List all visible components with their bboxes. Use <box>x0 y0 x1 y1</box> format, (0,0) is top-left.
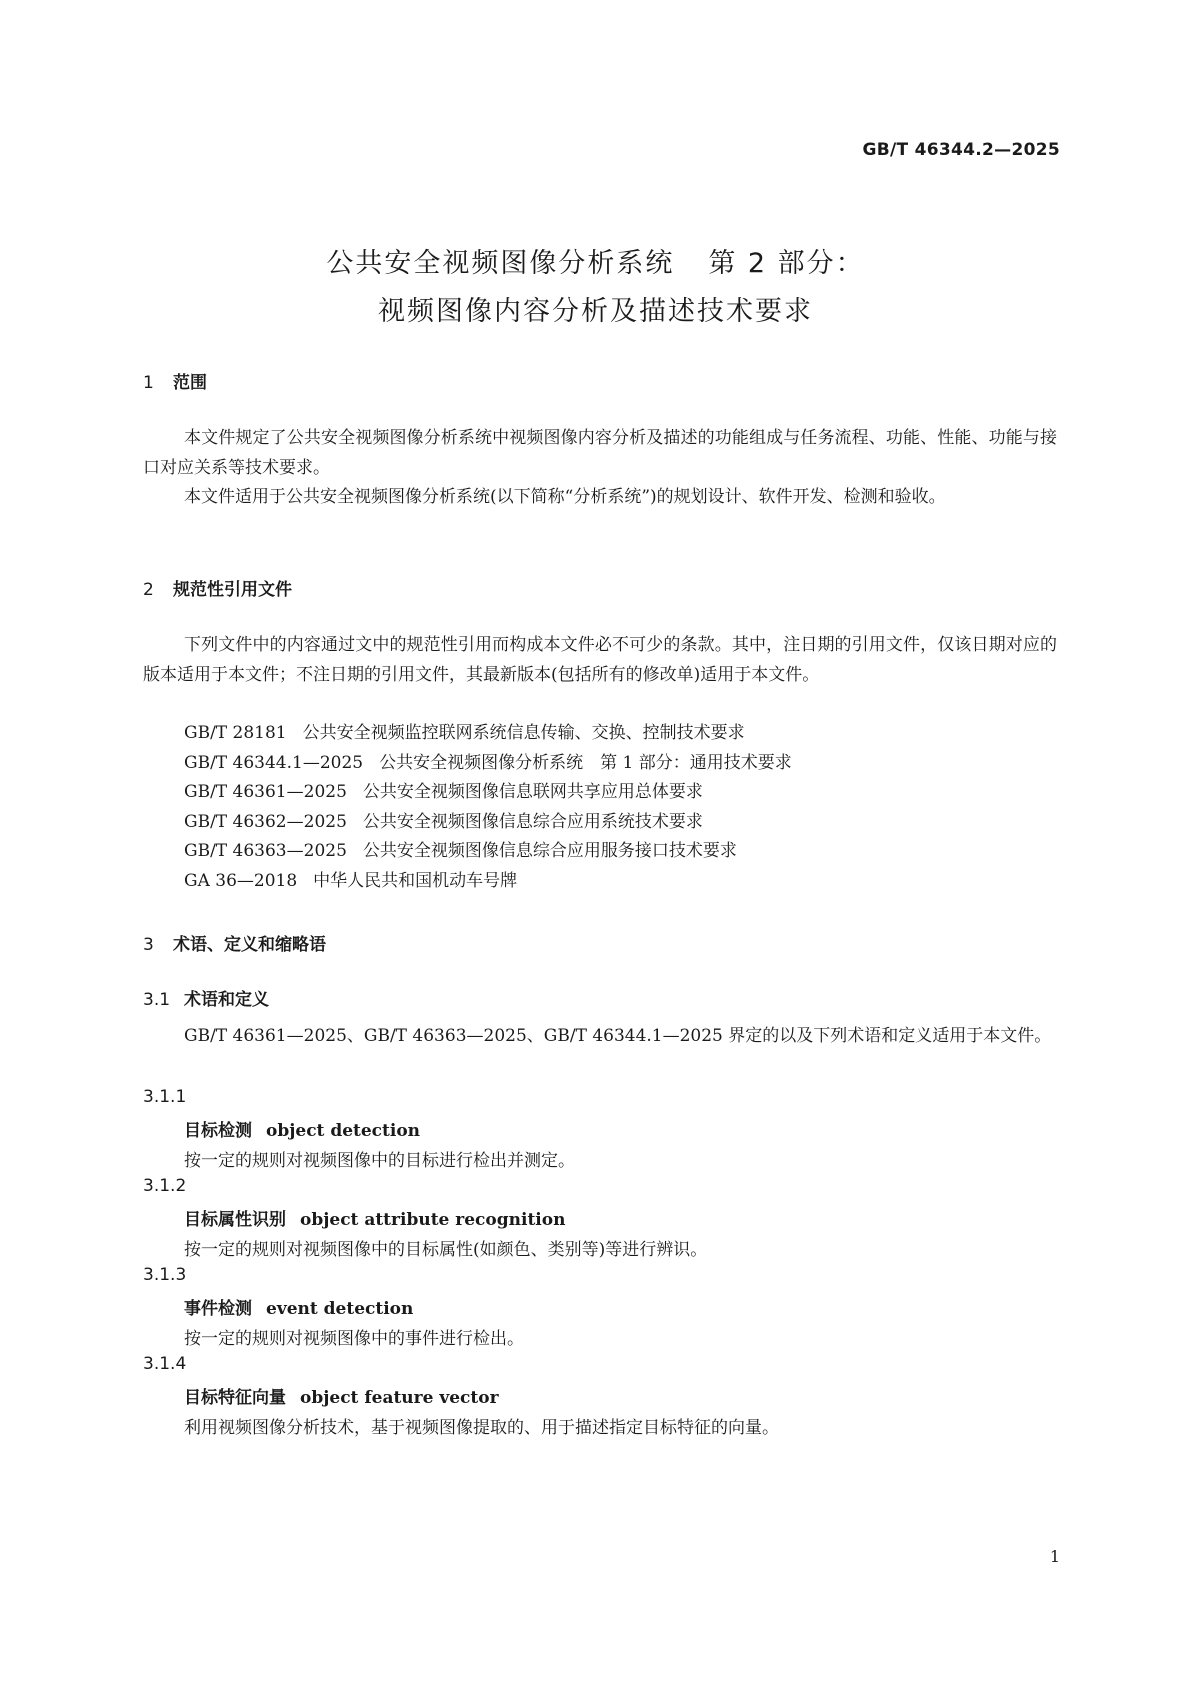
term-title <box>184 1116 420 1141</box>
section-2-intro: 下列文件中的内容通过文中的规范性引用而构成本文件必不可少的条款。其中，注日期的引用文件，仅该日期对应的版本适用于本文件；不注日期的引用文件，其最新版本(包括所有的修改单)适用于本文件。 <box>143 635 1057 685</box>
section-number: 2 <box>143 580 154 600</box>
section-1-heading <box>143 368 207 393</box>
term-title <box>184 1383 499 1408</box>
reference-item <box>184 777 703 807</box>
term-definition: 按一定的规则对视频图像中的事件进行检出。 <box>184 1329 524 1349</box>
term-zh: 目标特征向量 <box>184 1388 286 1408</box>
reference-title: 公共安全视频图像分析系统 第 1 部分：通用技术要求 <box>379 753 792 773</box>
term-definition: 利用视频图像分析技术，基于视频图像提取的、用于描述指定目标特征的向量。 <box>184 1418 779 1438</box>
section-title: 术语、定义和缩略语 <box>173 935 326 955</box>
title-line-2: 视频图像内容分析及描述技术要求 <box>378 296 813 327</box>
reference-code: GB/T 28181 <box>184 723 287 743</box>
section-title: 范围 <box>173 373 207 393</box>
reference-title: 公共安全视频图像信息综合应用系统技术要求 <box>362 812 703 832</box>
term-number: 3.1.1 <box>143 1087 187 1107</box>
subsection-title: 术语和定义 <box>184 990 269 1010</box>
section-2-heading <box>143 575 292 600</box>
reference-code: GB/T 46363—2025 <box>184 841 347 861</box>
reference-item <box>184 748 792 778</box>
section-3-heading <box>143 930 326 955</box>
title-main: 公共安全视频图像分析系统 <box>326 248 675 279</box>
reference-title: 公共安全视频监控联网系统信息传输、交换、控制技术要求 <box>302 723 745 743</box>
section-3-1-intro: GB/T 46361—2025、GB/T 46363—2025、GB/T 46344.1—2025 界定的以及下列术语和定义适用于本文件。 <box>184 1026 1052 1046</box>
term-en: object attribute recognition <box>300 1210 566 1230</box>
term-zh: 目标属性识别 <box>184 1210 286 1230</box>
reference-item <box>184 866 517 896</box>
term-number: 3.1.4 <box>143 1354 187 1374</box>
reference-item <box>184 836 737 866</box>
reference-item <box>184 718 745 748</box>
section-number: 3 <box>143 935 154 955</box>
term-en: object feature vector <box>300 1388 499 1408</box>
term-number: 3.1.2 <box>143 1176 187 1196</box>
term-title <box>184 1205 565 1230</box>
reference-code: GB/T 46361—2025 <box>184 782 347 802</box>
reference-code: GB/T 46344.1—2025 <box>184 753 364 773</box>
reference-item <box>184 807 703 837</box>
section-3-1-heading <box>143 985 269 1010</box>
reference-code: GA 36—2018 <box>184 871 298 891</box>
section-1-paragraph-2: 本文件适用于公共安全视频图像分析系统(以下简称“分析系统”)的规划设计、软件开发、检测和验收。 <box>184 487 946 507</box>
reference-title: 公共安全视频图像信息联网共享应用总体要求 <box>362 782 703 802</box>
section-1-paragraph-1: 本文件规定了公共安全视频图像分析系统中视频图像内容分析及描述的功能组成与任务流程、功能、性能、功能与接口对应关系等技术要求。 <box>143 428 1057 478</box>
subsection-number: 3.1 <box>143 990 171 1010</box>
term-definition: 按一定的规则对视频图像中的目标属性(如颜色、类别等)等进行辨识。 <box>184 1240 708 1260</box>
term-zh: 事件检测 <box>184 1299 252 1319</box>
title-line-1 <box>0 240 1191 288</box>
term-zh: 目标检测 <box>184 1121 252 1141</box>
page-number: 1 <box>1049 1547 1060 1566</box>
section-title: 规范性引用文件 <box>173 580 292 600</box>
standard-number: GB/T 46344.2—2025 <box>862 140 1060 160</box>
term-en: event detection <box>266 1299 414 1319</box>
reference-title: 公共安全视频图像信息综合应用服务接口技术要求 <box>362 841 737 861</box>
title-part: 第 2 部分： <box>708 248 865 279</box>
term-en: object detection <box>266 1121 421 1141</box>
term-number: 3.1.3 <box>143 1265 187 1285</box>
reference-title: 中华人民共和国机动车号牌 <box>313 871 518 891</box>
term-definition: 按一定的规则对视频图像中的目标进行检出并测定。 <box>184 1151 575 1171</box>
document-title <box>0 240 1191 336</box>
reference-code: GB/T 46362—2025 <box>184 812 347 832</box>
section-number: 1 <box>143 373 154 393</box>
term-title <box>184 1294 413 1319</box>
